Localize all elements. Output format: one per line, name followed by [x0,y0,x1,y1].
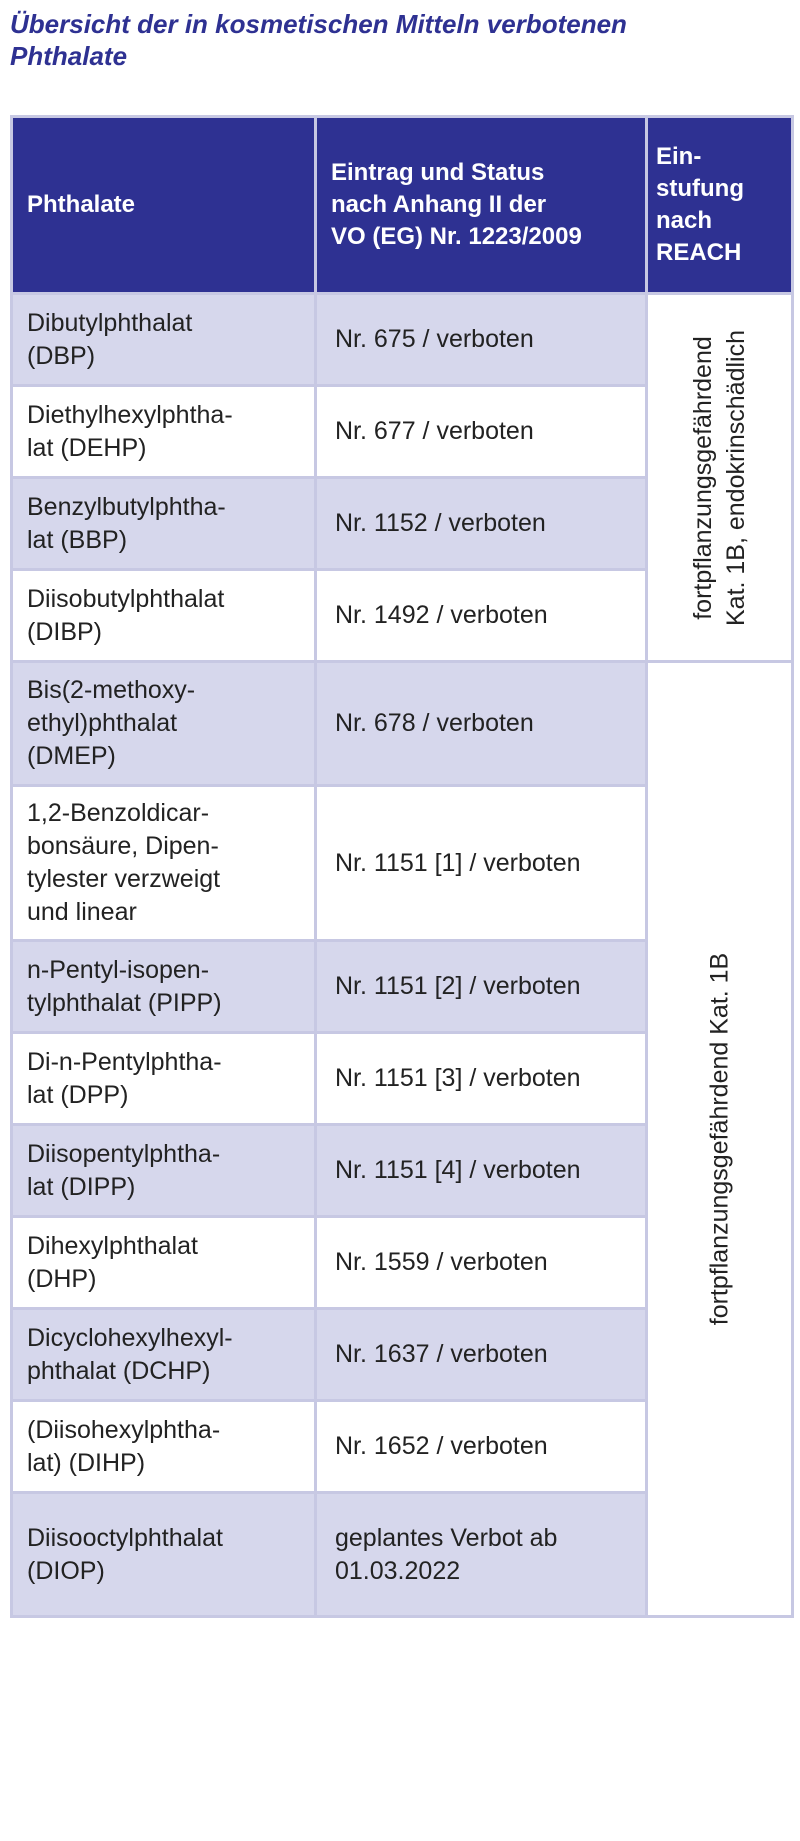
phthalate-name-line: Diisooctylphthalat [27,1523,223,1552]
phthalate-name-line: tylester verzweigt [27,865,221,893]
phthalate-name-line: bonsäure, Dipen- [27,832,219,860]
phthalate-name-cell [12,941,316,1033]
status-cell [316,1217,647,1309]
status-line: Nr. 1559 / verboten [335,1248,548,1276]
phthalate-name-line: (DHP) [27,1264,97,1293]
phthalate-name-line: tylphthalat (PIPP) [27,988,222,1017]
reach-classification-cell [647,662,793,1617]
status-cell [316,1401,647,1493]
status-cell [316,662,647,786]
status-cell [316,294,647,386]
phthalate-name-line: ethyl)phthalat [27,709,178,737]
phthalate-name-line: n-Pentyl-isopen- [27,955,210,984]
status-cell [316,570,647,662]
page-title-line-1: Übersicht der in kosmetischen Mitteln verbotenen [10,9,627,39]
reach-classification-text [687,329,753,625]
header-status-line-3: VO (EG) Nr. 1223/2009 [331,223,582,250]
status-line: Nr. 1152 / verboten [335,509,546,537]
page-title-line-2: Phthalate [10,41,128,71]
status-cell [316,1493,647,1617]
phthalate-name-line: (DBP) [27,341,96,370]
reach-classification-line: fortpflanzungsgefährdend [688,335,717,620]
header-reach-line-2: stufung [656,175,744,202]
status-cell [316,1125,647,1217]
phthalate-name-cell [12,1401,316,1493]
status-cell [316,786,647,941]
reach-classification-line: fortpflanzungsgefährdend Kat. 1B [705,952,733,1326]
status-line: Nr. 677 / verboten [335,417,534,445]
phthalate-name-line: Dicyclohexylhexyl- [27,1323,233,1352]
status-line: Nr. 1637 / verboten [335,1340,548,1368]
phthalate-name-line: phthalat (DCHP) [27,1356,211,1385]
status-line: Nr. 1151 [3] / verboten [335,1064,581,1092]
phthalate-name-cell [12,478,316,570]
status-line: Nr. 1151 [4] / verboten [335,1156,581,1184]
phthalate-name-line: lat (BBP) [27,525,128,554]
header-phthalate: Phthalate [12,117,316,294]
phthalate-name-line: und linear [27,898,137,926]
phthalate-name-line: lat (DEHP) [27,433,147,462]
status-line: Nr. 1652 / verboten [335,1432,548,1460]
header-status-line-2: nach Anhang II der [331,191,547,218]
header-status-line-1: Eintrag und Status [331,159,545,186]
phthalate-name-line: Benzylbutylphtha- [27,492,226,521]
phthalate-name-line: Di-n-Pentylphtha- [27,1047,222,1076]
header-status [316,117,647,294]
reach-classification-text [703,953,736,1326]
phthalate-name-line: lat (DIPP) [27,1172,136,1201]
reach-classification-cell [647,294,793,662]
table-header-row [12,117,793,294]
phthalate-name-line: Diisopentylphtha- [27,1139,221,1168]
phthalate-name-cell [12,386,316,478]
phthalate-name-cell [12,570,316,662]
phthalate-name-cell [12,1125,316,1217]
status-cell [316,1309,647,1401]
table-row [12,294,793,386]
phthalate-name-line: Diethylhexylphtha- [27,400,233,429]
status-cell [316,478,647,570]
phthalate-name-line: lat (DPP) [27,1080,129,1109]
header-reach-line-1: Ein- [656,143,702,170]
phthalate-name-line: (DIOP) [27,1556,105,1585]
header-reach-line-3: nach [656,207,713,234]
reach-classification-line: Kat. 1B, endokrinschädlich [721,329,750,626]
phthalate-name-cell [12,1493,316,1617]
phthalate-name-line: Diisobutylphthalat [27,584,225,613]
phthalate-name-line: Dibutylphthalat [27,308,193,337]
header-reach-line-4: REACH [656,239,742,266]
phthalate-name-cell [12,1309,316,1401]
status-cell [316,1033,647,1125]
phthalate-table [10,115,794,1618]
status-line: 01.03.2022 [335,1556,461,1585]
phthalate-name-line: lat) (DIHP) [27,1448,146,1477]
status-line: Nr. 1492 / verboten [335,601,548,629]
table-row [12,662,793,786]
phthalate-name-line: 1,2-Benzoldicar- [27,799,210,827]
status-cell [316,941,647,1033]
page-title [10,8,770,72]
status-line: Nr. 678 / verboten [335,709,534,737]
phthalate-name-cell [12,786,316,941]
phthalate-name-line: Dihexylphthalat [27,1231,198,1260]
status-cell [316,386,647,478]
phthalate-name-line: (Diisohexylphtha- [27,1415,221,1444]
phthalate-name-line: (DIBP) [27,617,102,646]
phthalate-name-cell [12,1033,316,1125]
header-reach [647,117,793,294]
status-line: Nr. 1151 [2] / verboten [335,972,581,1000]
status-line: geplantes Verbot ab [335,1523,558,1552]
phthalate-name-line: Bis(2-methoxy- [27,676,196,704]
status-line: Nr. 675 / verboten [335,325,534,353]
phthalate-name-cell [12,662,316,786]
status-line: Nr. 1151 [1] / verboten [335,848,581,877]
phthalate-name-cell [12,1217,316,1309]
phthalate-name-line: (DMEP) [27,742,116,770]
phthalate-name-cell [12,294,316,386]
